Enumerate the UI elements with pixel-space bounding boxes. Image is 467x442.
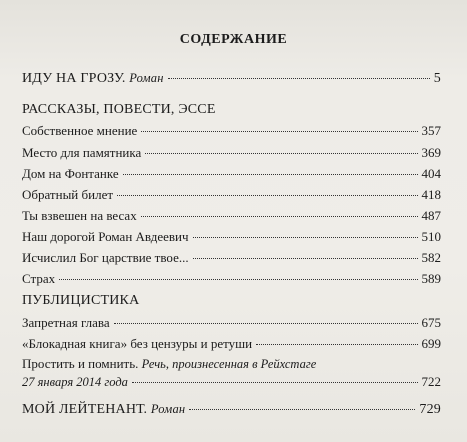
entry-page-number: 369 bbox=[421, 145, 441, 160]
dot-leader bbox=[132, 382, 418, 383]
entry-label bbox=[22, 374, 128, 390]
entry-page-number: 357 bbox=[421, 123, 441, 138]
entry-title: МОЙ ЛЕЙТЕНАНТ. bbox=[22, 402, 148, 417]
entry-page-number: 582 bbox=[421, 250, 441, 265]
entry-title: ИДУ НА ГРОЗУ. bbox=[22, 71, 126, 86]
entry-page-number: 5 bbox=[433, 71, 441, 86]
entry-label bbox=[22, 71, 164, 87]
toc-entry[interactable] bbox=[22, 271, 441, 289]
toc-entry-speech[interactable] bbox=[22, 374, 441, 392]
dot-leader bbox=[141, 131, 417, 132]
dot-leader bbox=[59, 279, 417, 280]
toc-entry[interactable] bbox=[22, 187, 441, 205]
dot-leader bbox=[123, 174, 418, 175]
toc-entry[interactable] bbox=[22, 336, 441, 354]
entry-page-number: 729 bbox=[419, 402, 441, 417]
toc-entry[interactable] bbox=[22, 250, 441, 268]
toc-entry[interactable] bbox=[22, 123, 441, 141]
entry-page-number: 722 bbox=[421, 374, 441, 389]
entry-title: Исчислил Бог царствие твое... bbox=[22, 250, 189, 265]
section-heading-publicism: ПУБЛИЦИСТИКА bbox=[22, 293, 140, 308]
section-heading-stories: РАССКАЗЫ, ПОВЕСТИ, ЭССЕ bbox=[22, 102, 216, 117]
entry-label bbox=[22, 402, 185, 418]
toc-entry[interactable] bbox=[22, 166, 441, 184]
dot-leader bbox=[193, 258, 418, 259]
entry-title: Обратный билет bbox=[22, 187, 114, 202]
toc-entry[interactable] bbox=[22, 229, 441, 247]
dot-leader bbox=[193, 237, 418, 238]
entry-subtitle: Речь, произнесенная в Рейхстаге bbox=[141, 357, 317, 371]
toc-entry[interactable] bbox=[22, 208, 441, 226]
entry-title: Место для памятника bbox=[22, 145, 142, 160]
dot-leader bbox=[256, 344, 417, 345]
toc-entry-novel-1[interactable] bbox=[22, 71, 441, 89]
dot-leader bbox=[141, 216, 418, 217]
entry-title: Собственное мнение bbox=[22, 123, 138, 138]
page-title: СОДЕРЖАНИЕ bbox=[179, 32, 288, 47]
entry-page-number: 487 bbox=[421, 208, 441, 223]
entry-page-number: 404 bbox=[421, 166, 441, 181]
entry-title: Наш дорогой Роман Авдеевич bbox=[22, 229, 189, 244]
toc-entry-novel-2[interactable] bbox=[22, 402, 441, 420]
dot-leader bbox=[145, 153, 417, 154]
entry-genre: Роман bbox=[129, 71, 164, 85]
entry-page-number: 510 bbox=[421, 229, 441, 244]
entry-page-number: 699 bbox=[421, 336, 441, 351]
entry-title: Страх bbox=[22, 271, 56, 286]
dot-leader bbox=[117, 195, 417, 196]
toc-entry[interactable] bbox=[22, 315, 441, 333]
entry-title: Запретная глава bbox=[22, 315, 110, 330]
entry-title: Простить и помнить. bbox=[22, 356, 139, 371]
entry-title: «Блокадная книга» без цензуры и ретуши bbox=[22, 336, 253, 351]
entry-title: Дом на Фонтанке bbox=[22, 166, 119, 181]
entry-genre: Роман bbox=[150, 402, 186, 416]
entry-subtitle-date: 27 января 2014 года bbox=[22, 375, 128, 389]
dot-leader bbox=[189, 409, 415, 410]
toc-entry-speech-first-line[interactable] bbox=[22, 356, 316, 372]
entry-page-number: 589 bbox=[421, 271, 441, 286]
dot-leader bbox=[114, 323, 418, 324]
dot-leader bbox=[168, 78, 430, 79]
entry-title: Ты взвешен на весах bbox=[22, 208, 137, 223]
entry-page-number: 675 bbox=[421, 315, 441, 330]
toc-entry[interactable] bbox=[22, 145, 441, 163]
entry-page-number: 418 bbox=[421, 187, 441, 202]
